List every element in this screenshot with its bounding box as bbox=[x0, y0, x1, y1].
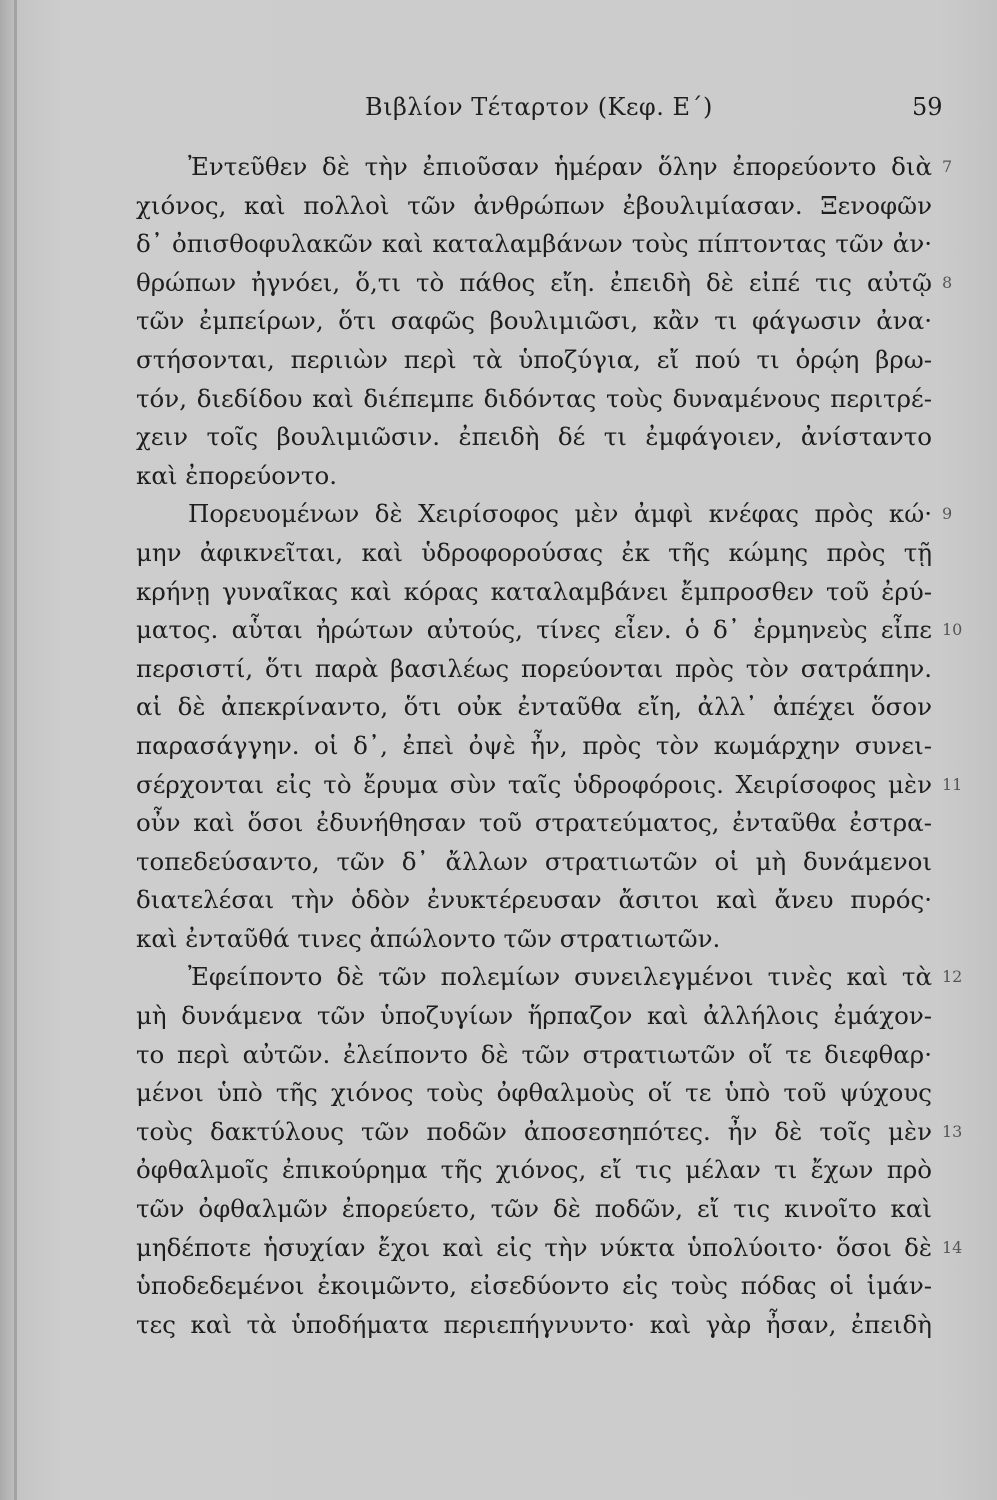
text-line bbox=[136, 573, 932, 612]
text-line bbox=[136, 148, 953, 187]
line-text: περσιστί, ὅτι παρὰ βασιλέως πορεύονται πρὸς τὸν σατράπην. bbox=[136, 653, 932, 683]
text-line bbox=[136, 302, 932, 341]
section-number: 9 bbox=[942, 504, 953, 524]
section-number: 11 bbox=[942, 774, 963, 794]
line-text: μηδέποτε ἡσυχίαν ἔχοι καὶ εἰς τὴν νύκτα ὑπολύοιτο· ὅσοι δὲ bbox=[136, 1232, 932, 1262]
text-line bbox=[136, 1113, 963, 1152]
line-text: ὀφθαλμοῖς ἐπικούρημα τῆς χιόνος, εἴ τις μέλαν τι ἔχων πρὸ bbox=[136, 1155, 932, 1185]
text-line bbox=[136, 881, 932, 920]
section-number: 8 bbox=[942, 272, 953, 292]
line-text: ματος. αὗται ἠρώτων αὐτούς, τίνες εἶεν. ὁ δ᾽ ἑρμηνεὺς εἶπε bbox=[136, 615, 932, 645]
line-text: οὖν καὶ ὅσοι ἐδυνήθησαν τοῦ στρατεύματος, ἐνταῦθα ἐστρα- bbox=[136, 808, 932, 838]
line-text: μην ἀφικνεῖται, καὶ ὑδροφορούσας ἐκ τῆς κώμης πρὸς τῇ bbox=[136, 537, 932, 567]
line-text: δ᾽ ὀπισθοφυλακῶν καὶ καταλαμβάνων τοὺς πίπτοντας τῶν ἀν· bbox=[136, 229, 932, 259]
line-text: Πορευομένων δὲ Χειρίσοφος μὲν ἀμφὶ κνέφας πρὸς κώ· bbox=[188, 499, 932, 529]
text-line bbox=[136, 1074, 932, 1113]
text-line bbox=[136, 495, 953, 534]
text-line bbox=[136, 843, 932, 882]
line-text: κρήνῃ γυναῖκας καὶ κόρας καταλαμβάνει ἔμπροσθεν τοῦ ἐρύ- bbox=[136, 576, 932, 606]
line-text: τες καὶ τὰ ὑποδήματα περιεπήγνυντο· καὶ γὰρ ἦσαν, ἐπειδὴ bbox=[136, 1309, 932, 1339]
page-number: 59 bbox=[912, 93, 943, 121]
line-text: παρασάγγην. οἱ δ᾽, ἐπεὶ ὀψὲ ἦν, πρὸς τὸν κωμάρχην συνει- bbox=[136, 730, 932, 760]
text-line bbox=[136, 611, 963, 650]
line-text: μένοι ὑπὸ τῆς χιόνος τοὺς ὀφθαλμοὺς οἵ τε ὑπὸ τοῦ ψύχους bbox=[136, 1078, 932, 1108]
page-edge bbox=[14, 0, 17, 1500]
text-line bbox=[136, 804, 932, 843]
page-header bbox=[0, 93, 997, 133]
text-line bbox=[136, 997, 932, 1036]
line-text: στήσονται, περιιὼν περὶ τὰ ὑποζύγια, εἴ πού τι ὁρῴη βρω- bbox=[136, 344, 932, 374]
running-title: Βιβλίον Τέταρτον (Κεφ. Ε΄) bbox=[365, 93, 713, 121]
section-number: 12 bbox=[942, 967, 963, 987]
text-line bbox=[136, 650, 932, 689]
text-line bbox=[136, 766, 963, 805]
text-line bbox=[136, 341, 932, 380]
text-line bbox=[136, 225, 932, 264]
text-line bbox=[136, 958, 963, 997]
text-line bbox=[136, 1306, 932, 1345]
text-line bbox=[136, 187, 932, 226]
section-number: 7 bbox=[942, 157, 953, 176]
text-line bbox=[136, 727, 932, 766]
line-text: ὑποδεδεμένοι ἐκοιμῶντο, εἰσεδύοντο εἰς τοὺς πόδας οἱ ἱμάν- bbox=[136, 1271, 932, 1301]
body-text bbox=[136, 148, 963, 1344]
text-line bbox=[136, 1229, 963, 1268]
line-text: χειν τοῖς βουλιμιῶσιν. ἐπειδὴ δέ τι ἐμφάγοιεν, ἀνίσταντο bbox=[136, 422, 932, 452]
line-text: διατελέσαι τὴν ὁδὸν ἐνυκτέρευσαν ἄσιτοι καὶ ἄνευ πυρός· bbox=[136, 885, 932, 915]
section-number: 14 bbox=[942, 1237, 963, 1257]
line-text: Ἐφείποντο δὲ τῶν πολεμίων συνειλεγμένοι τινὲς καὶ τὰ bbox=[188, 962, 932, 992]
line-text: χιόνος, καὶ πολλοὶ τῶν ἀνθρώπων ἐβουλιμίασαν. Ξενοφῶν bbox=[136, 190, 932, 220]
section-number: 13 bbox=[942, 1121, 963, 1141]
text-line bbox=[136, 264, 953, 303]
text-line bbox=[136, 534, 932, 573]
line-text: τῶν ὀφθαλμῶν ἐπορεύετο, τῶν δὲ ποδῶν, εἴ τις κινοῖτο καὶ bbox=[136, 1194, 932, 1224]
line-text: σέρχονται εἰς τὸ ἔρυμα σὺν ταῖς ὑδροφόροις. Χειρίσοφος μὲν bbox=[136, 769, 932, 799]
line-text: θρώπων ἠγνόει, ὅ,τι τὸ πάθος εἴη. ἐπειδὴ δὲ εἰπέ τις αὐτῷ bbox=[136, 267, 932, 297]
line-text: τῶν ἐμπείρων, ὅτι σαφῶς βουλιμιῶσι, κἂν τι φάγωσιν ἀνα· bbox=[136, 306, 932, 336]
text-line bbox=[136, 1267, 932, 1306]
line-text: καὶ ἐνταῦθά τινες ἀπώλοντο τῶν στρατιωτῶν. bbox=[136, 923, 721, 953]
line-text: το περὶ αὐτῶν. ἐλείποντο δὲ τῶν στρατιωτῶν οἵ τε διεφθαρ· bbox=[136, 1039, 932, 1069]
text-line bbox=[136, 688, 932, 727]
line-text: Ἐντεῦθεν δὲ τὴν ἐπιοῦσαν ἡμέραν ὅλην ἐπορεύοντο διὰ bbox=[188, 152, 932, 181]
line-text: καὶ ἐπορεύοντο. bbox=[136, 460, 337, 490]
text-line bbox=[136, 920, 932, 959]
text-line bbox=[136, 418, 932, 457]
section-number: 10 bbox=[942, 620, 963, 640]
text-line bbox=[136, 457, 932, 496]
line-text: τοὺς δακτύλους τῶν ποδῶν ἀποσεσηπότες. ἦν δὲ τοῖς μὲν bbox=[136, 1116, 932, 1146]
line-text: τόν, διεδίδου καὶ διέπεμπε διδόντας τοὺς δυναμένους περιτρέ- bbox=[136, 383, 932, 413]
line-text: αἱ δὲ ἀπεκρίναντο, ὅτι οὐκ ἐνταῦθα εἴη, ἀλλ᾽ ἀπέχει ὅσον bbox=[136, 692, 932, 722]
line-text: μὴ δυνάμενα τῶν ὑποζυγίων ἥρπαζον καὶ ἀλλήλοις ἐμάχον- bbox=[136, 1001, 932, 1031]
line-text: τοπεδεύσαντο, τῶν δ᾽ ἄλλων στρατιωτῶν οἱ μὴ δυνάμενοι bbox=[136, 846, 932, 876]
text-line bbox=[136, 1151, 932, 1190]
text-line bbox=[136, 1036, 932, 1075]
text-line bbox=[136, 380, 932, 419]
text-line bbox=[136, 1190, 932, 1229]
